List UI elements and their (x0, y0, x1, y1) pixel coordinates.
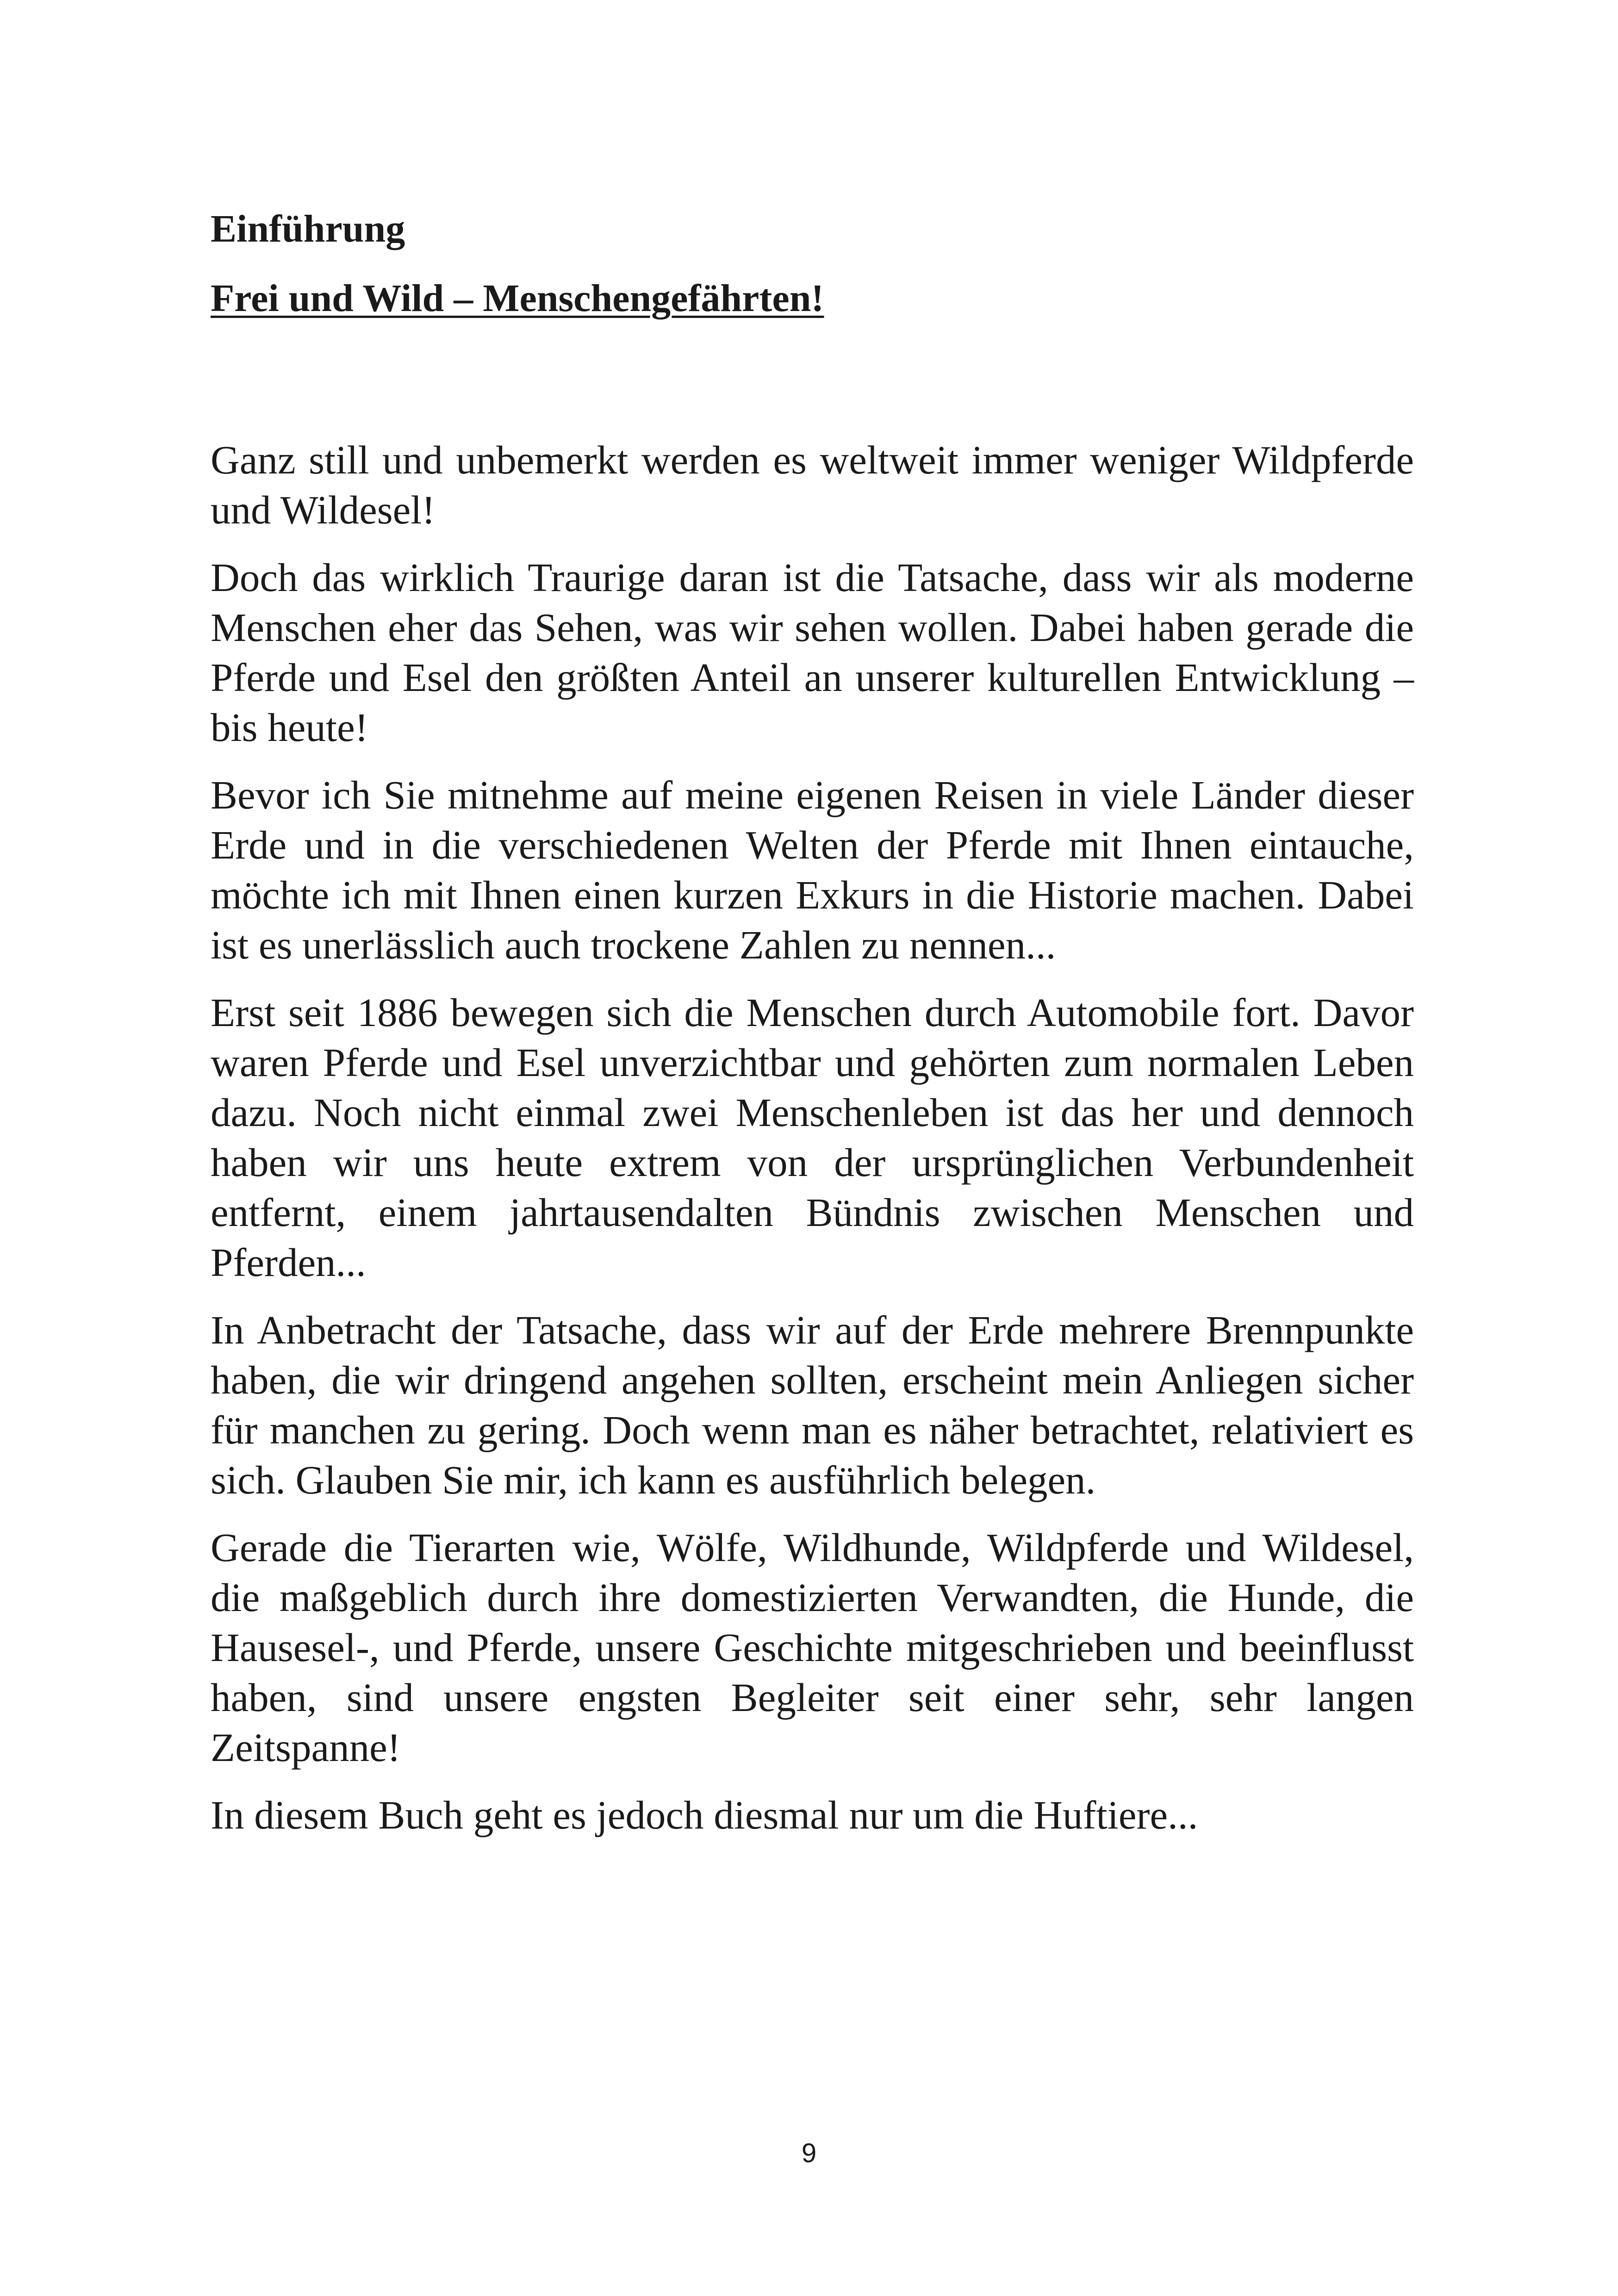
paragraph: Erst seit 1886 bewegen sich die Menschen durch Automobile fort. Davor waren Pferde und Esel unverzichtbar und gehörten zum normalen Leben dazu. Noch nicht einmal zwei Menschenleben ist das her und dennoch haben wir uns heute extrem von der ursprünglichen Verbundenheit entfernt, einem jahrtausendalten Bündnis zwischen Menschen und Pferden... (211, 990, 1414, 1285)
chapter-subtitle: Frei und Wild – Menschengefährten! (211, 277, 824, 320)
paragraph: In diesem Buch geht es jedoch diesmal nur um die Huftiere... (211, 1792, 1198, 1837)
page-content (211, 204, 1414, 1858)
paragraph: Doch das wirklich Traurige daran ist die Tatsache, dass wir als moderne Menschen eher das Sehen, was wir sehen wollen. Dabei haben gerade die Pferde und Esel den größten Anteil an unserer kulturellen Entwicklung – bis heute! (211, 555, 1414, 750)
chapter-title: Einführung (211, 207, 405, 250)
paragraph: In Anbetracht der Tatsache, dass wir auf der Erde mehrere Brennpunkte haben, die wir dringend angehen sollten, erscheint mein Anliegen sicher für manchen zu gering. Doch wenn man es näher betrachtet, relativiert es sich. Glauben Sie mir, ich kann es ausführlich belegen. (211, 1307, 1414, 1502)
page-number: 9 (801, 2138, 817, 2168)
paragraph: Ganz still und unbemerkt werden es weltweit immer weniger Wildpferde und Wildesel! (211, 437, 1414, 532)
paragraph: Bevor ich Sie mitnehme auf meine eigenen Reisen in viele Länder dieser Erde und in die verschiedenen Welten der Pferde mit Ihnen eintauche, möchte ich mit Ihnen einen kurzen Exkurs in die Historie machen. Dabei ist es unerlässlich auch trockene Zahlen zu nennen... (211, 772, 1414, 967)
paragraph: Gerade die Tierarten wie, Wölfe, Wildhunde, Wildpferde und Wildesel, die maßgeblich durch ihre domestizierten Verwandten, die Hunde, die Hausesel-, und Pferde, unsere Geschichte mitgeschrieben und beeinflusst haben, sind unsere engsten Begleiter seit einer sehr, sehr langen Zeitspanne! (211, 1525, 1414, 1770)
